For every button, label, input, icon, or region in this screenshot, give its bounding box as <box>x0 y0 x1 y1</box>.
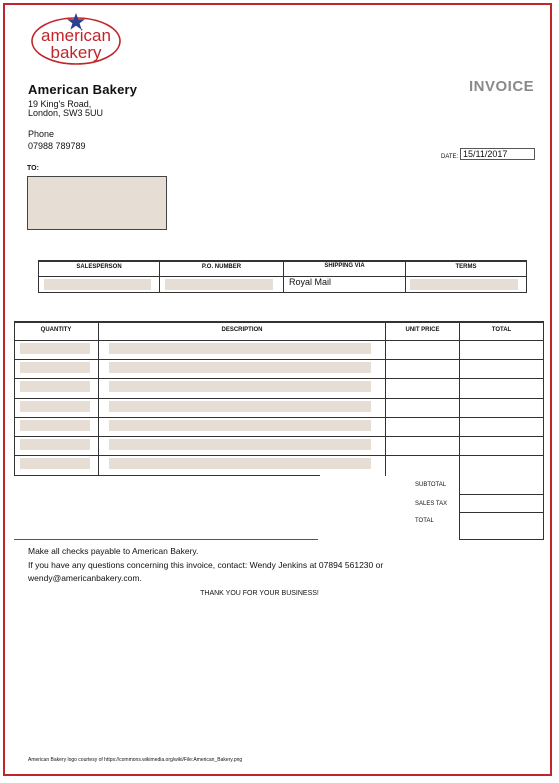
header-shipping-via: SHIPPING VIA <box>324 263 365 269</box>
description-field[interactable] <box>109 439 371 450</box>
quantity-field[interactable] <box>20 420 90 431</box>
quantity-field[interactable] <box>20 381 90 392</box>
description-field[interactable] <box>109 420 371 431</box>
to-address-field[interactable] <box>27 176 167 230</box>
american-bakery-logo <box>30 12 122 66</box>
company-name: American Bakery <box>28 82 138 97</box>
column-divider <box>543 321 544 476</box>
logo-text-line1: american <box>41 26 111 45</box>
salesperson-field[interactable] <box>44 279 151 290</box>
row-rule <box>14 436 544 437</box>
row-rule <box>14 378 544 379</box>
column-divider <box>98 321 99 476</box>
footer-separator <box>14 539 318 540</box>
table-top-rule <box>14 321 544 323</box>
description-field[interactable] <box>109 362 371 373</box>
quantity-field[interactable] <box>20 458 90 469</box>
header-terms: TERMS <box>455 264 477 270</box>
date-field[interactable]: 15/11/2017 <box>460 148 535 160</box>
column-divider <box>385 321 386 476</box>
header-unit-price: UNIT PRICE <box>405 327 440 333</box>
contact-email: wendy@americanbakery.com. <box>28 573 142 583</box>
quantity-field[interactable] <box>20 439 90 450</box>
total-label: TOTAL <box>415 518 434 524</box>
date-label: DATE: <box>441 154 459 160</box>
address-line-1: 19 King's Road, <box>28 99 92 109</box>
contact-note: If you have any questions concerning this invoice, contact: Wendy Jenkins at 07894 561230 or <box>28 560 384 570</box>
row-rule <box>14 455 544 456</box>
row-rule <box>14 398 544 399</box>
totals-rule <box>459 539 544 540</box>
totals-divider-right <box>543 476 544 540</box>
quantity-field[interactable] <box>20 362 90 373</box>
row-rule <box>14 417 544 418</box>
terms-field[interactable] <box>410 279 518 290</box>
po-number-field[interactable] <box>165 279 273 290</box>
column-divider <box>459 321 460 476</box>
items-table <box>14 321 544 476</box>
row-rule <box>14 340 544 341</box>
totals-rule <box>459 512 544 513</box>
description-field[interactable] <box>109 381 371 392</box>
invoice-title: INVOICE <box>469 78 535 95</box>
header-description: DESCRIPTION <box>221 327 263 333</box>
column-divider <box>14 321 15 476</box>
row-rule <box>14 475 320 476</box>
description-field[interactable] <box>109 458 371 469</box>
shipping-table <box>38 260 527 293</box>
logo-text-line2: bakery <box>50 43 102 62</box>
quantity-field[interactable] <box>20 343 90 354</box>
address-line-2: London, SW3 5UU <box>28 108 104 118</box>
row-rule <box>14 359 544 360</box>
company-address <box>28 100 103 118</box>
totals-rule <box>459 494 544 495</box>
payment-note: Make all checks payable to American Bakery. <box>28 546 199 556</box>
header-total: TOTAL <box>491 327 512 333</box>
logo-credit: American Bakery logo courtesy of https://commons.wikimedia.org/wiki/File:American_Bakery.png <box>28 757 243 763</box>
shipping-via-value[interactable]: Royal Mail <box>289 277 332 287</box>
phone-label: Phone <box>28 129 55 139</box>
header-quantity: QUANTITY <box>40 327 72 333</box>
phone-number: 07988 789789 <box>28 141 86 151</box>
sales-tax-label: SALES TAX <box>415 501 448 507</box>
to-label: TO: <box>27 165 39 172</box>
subtotal-label: SUBTOTAL <box>415 482 447 488</box>
header-po-number: P.O. NUMBER <box>201 264 242 270</box>
thank-you-message: THANK YOU FOR YOUR BUSINESS! <box>200 590 319 597</box>
quantity-field[interactable] <box>20 401 90 412</box>
description-field[interactable] <box>109 401 371 412</box>
totals-divider-left <box>459 476 460 540</box>
description-field[interactable] <box>109 343 371 354</box>
header-salesperson: SALESPERSON <box>76 264 122 270</box>
